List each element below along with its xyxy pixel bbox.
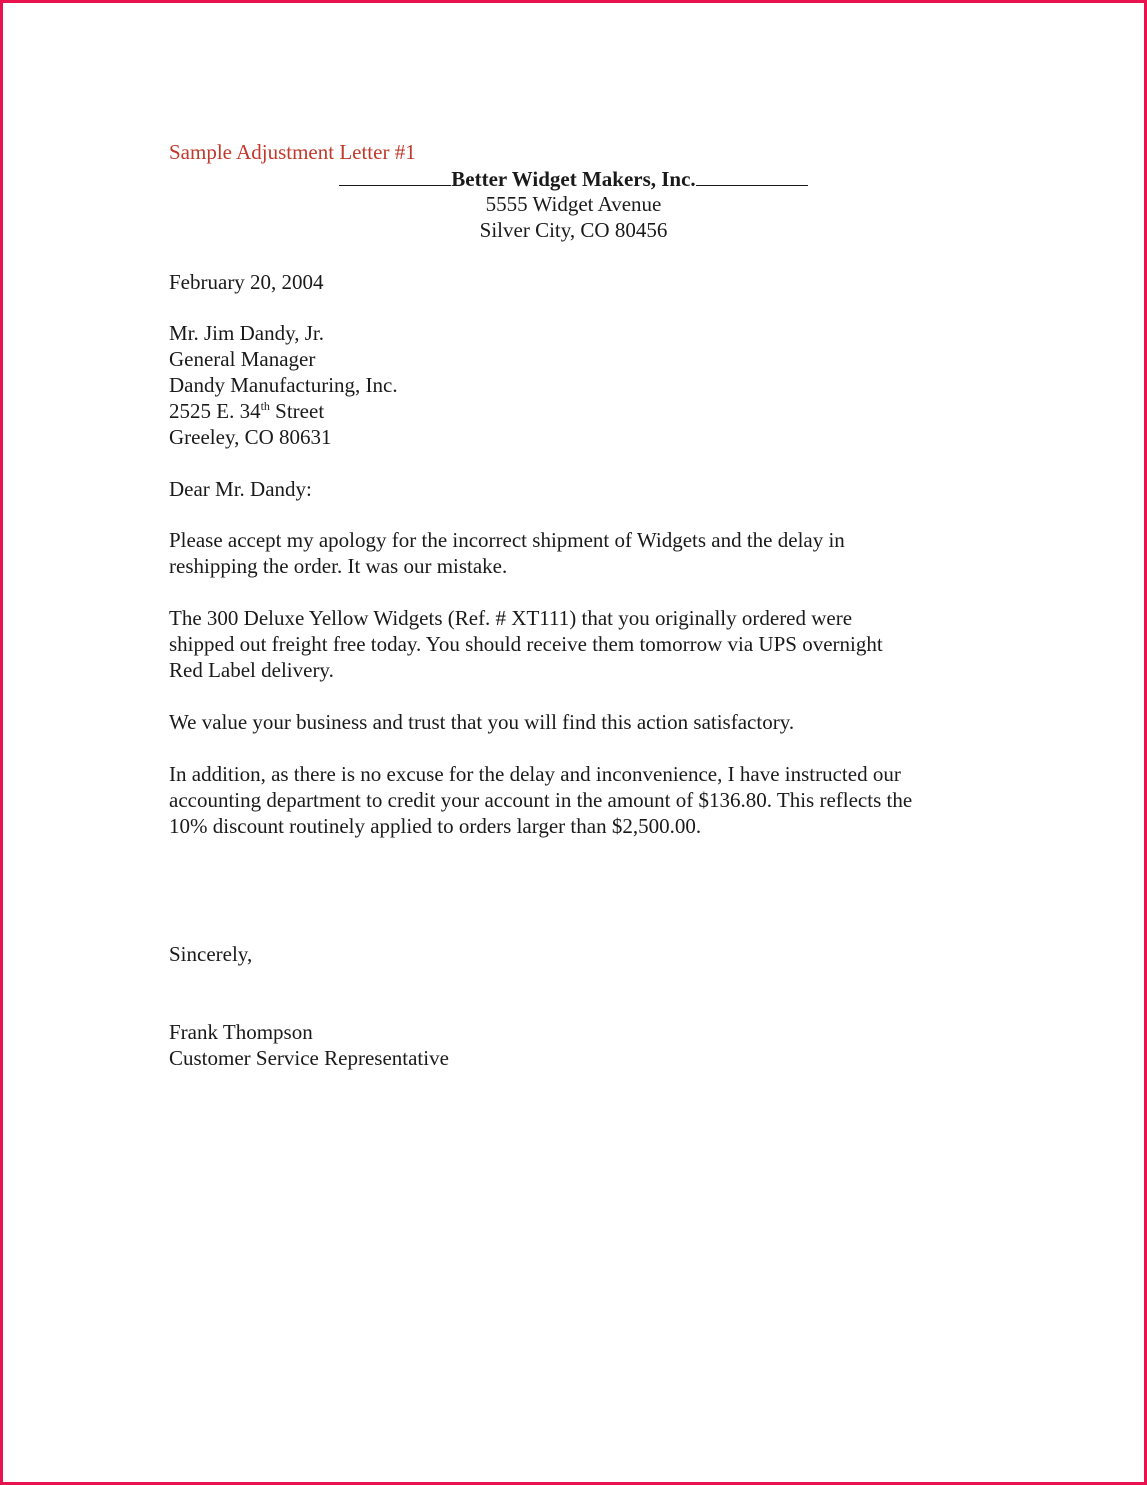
paragraph-line: We value your business and trust that you will find this action satisfactory. — [169, 710, 795, 734]
salutation: Dear Mr. Dandy: — [169, 477, 312, 501]
recipient-city: Greeley, CO 80631 — [169, 425, 332, 449]
underline-rule-right — [696, 166, 808, 186]
recipient-address — [169, 320, 398, 450]
paragraph-credit — [169, 761, 912, 839]
closing: Sincerely, — [169, 942, 253, 966]
paragraph-line: Red Label delivery. — [169, 658, 334, 682]
signer-title: Customer Service Representative — [169, 1046, 449, 1070]
paragraph-value — [169, 709, 794, 735]
letter-date: February 20, 2004 — [169, 270, 324, 294]
letterhead-city: Silver City, CO 80456 — [479, 218, 668, 242]
paragraph-line: In addition, as there is no excuse for the delay and inconvenience, I have instructed our — [169, 762, 901, 786]
paragraph-shipment — [169, 605, 883, 683]
paragraph-apology — [169, 527, 845, 579]
recipient-name: Mr. Jim Dandy, Jr. — [169, 321, 324, 345]
paragraph-line: The 300 Deluxe Yellow Widgets (Ref. # XT111) that you originally ordered were — [169, 606, 853, 630]
company-name: Better Widget Makers, Inc. — [451, 167, 696, 191]
letterhead-company — [3, 166, 1144, 192]
paragraph-line: reshipping the order. It was our mistake. — [169, 554, 508, 578]
paragraph-line: 10% discount routinely applied to orders larger than $2,500.00. — [169, 814, 702, 838]
signer-name: Frank Thompson — [169, 1020, 313, 1044]
recipient-street-sup: th — [260, 399, 270, 413]
recipient-street — [169, 398, 398, 424]
paragraph-line: accounting department to credit your account in the amount of $136.80. This reflects the — [169, 788, 913, 812]
sample-label: Sample Adjustment Letter #1 — [169, 140, 416, 164]
recipient-title: General Manager — [169, 347, 316, 371]
underline-rule-left — [339, 166, 451, 186]
signature-block — [169, 1019, 449, 1071]
recipient-street-prefix: 2525 E. 34 — [169, 399, 261, 423]
paragraph-line: Please accept my apology for the incorrect shipment of Widgets and the delay in — [169, 528, 845, 552]
letterhead-street: 5555 Widget Avenue — [485, 192, 662, 216]
recipient-street-suffix: Street — [269, 399, 325, 423]
paragraph-line: shipped out freight free today. You should receive them tomorrow via UPS overnight — [169, 632, 883, 656]
recipient-company: Dandy Manufacturing, Inc. — [169, 373, 398, 397]
